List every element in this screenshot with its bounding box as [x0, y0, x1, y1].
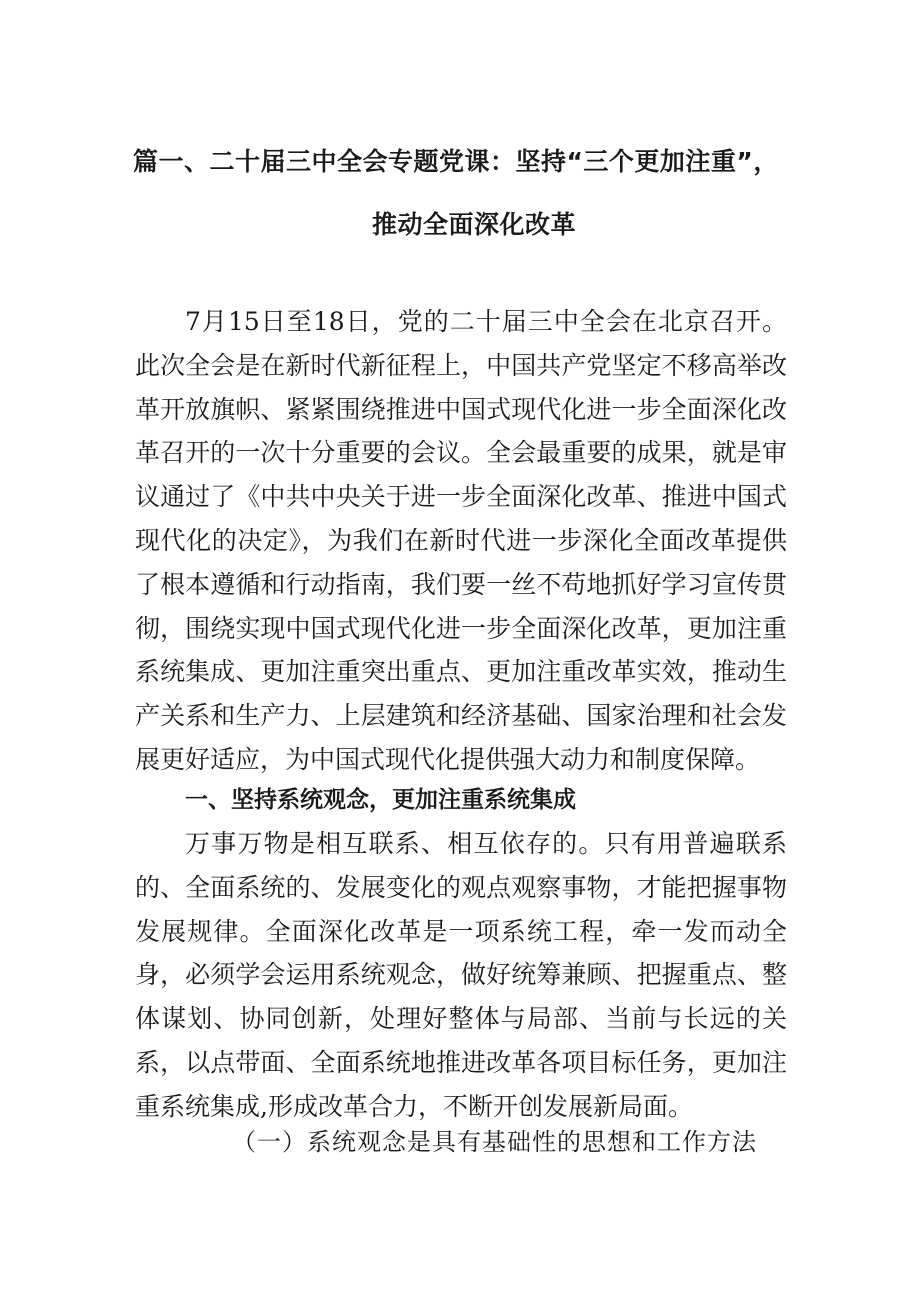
document-title-line2: 推动全面深化改革 [372, 210, 577, 239]
paragraph-intro: 7月15日至18日，党的二十届三中全会在北京召开。此次全会是在新时代新征程上，中国共产党坚定不移高举改革开放旗帜、紧紧围绕推进中国式现代化进一步全面深化改革召开的一次十分重要的会议。全会最重要的成果，就是审议通过了《中共中央关于进一步全面深化改革、推进中国式现代化的决定》，为我们在新时代进一步深化全面改革提供了根本遵循和行动指南，我们要一丝不苟地抓好学习宣传贯彻，围绕实现中国式现代化进一步全面深化改革，更加注重系统集成、更加注重突出重点、更加注重改革实效，推动生产关系和生产力、上层建筑和经济基础、国家治理和社会发展更好适应，为中国式现代化提供强大动力和制度保障。 [135, 307, 787, 774]
paragraph-section-1: 万事万物是相互联系、相互依存的。只有用普遍联系的、全面系统的、发展变化的观点观察事物，才能把握事物发展规律。全面深化改革是一项系统工程，牵一发而动全身，必须学会运用系统观念，做好统筹兼顾、把握重点、整体谋划、协同创新，处理好整体与局部、当前与长远的关系，以点带面、全面系统地推进改革各项目标任务，更加注重系统集成,形成改革合力，不断开创发展新局面。 [135, 829, 787, 1121]
subsection-heading-1: （一）系统观念是具有基础性的思想和工作方法 [232, 1128, 757, 1156]
document-title-line1: 篇一、二十届三中全会专题党课：坚持“三个更加注重”， [133, 147, 779, 176]
section-heading-1: 一、坚持系统观念，更加注重系统集成 [185, 787, 576, 813]
